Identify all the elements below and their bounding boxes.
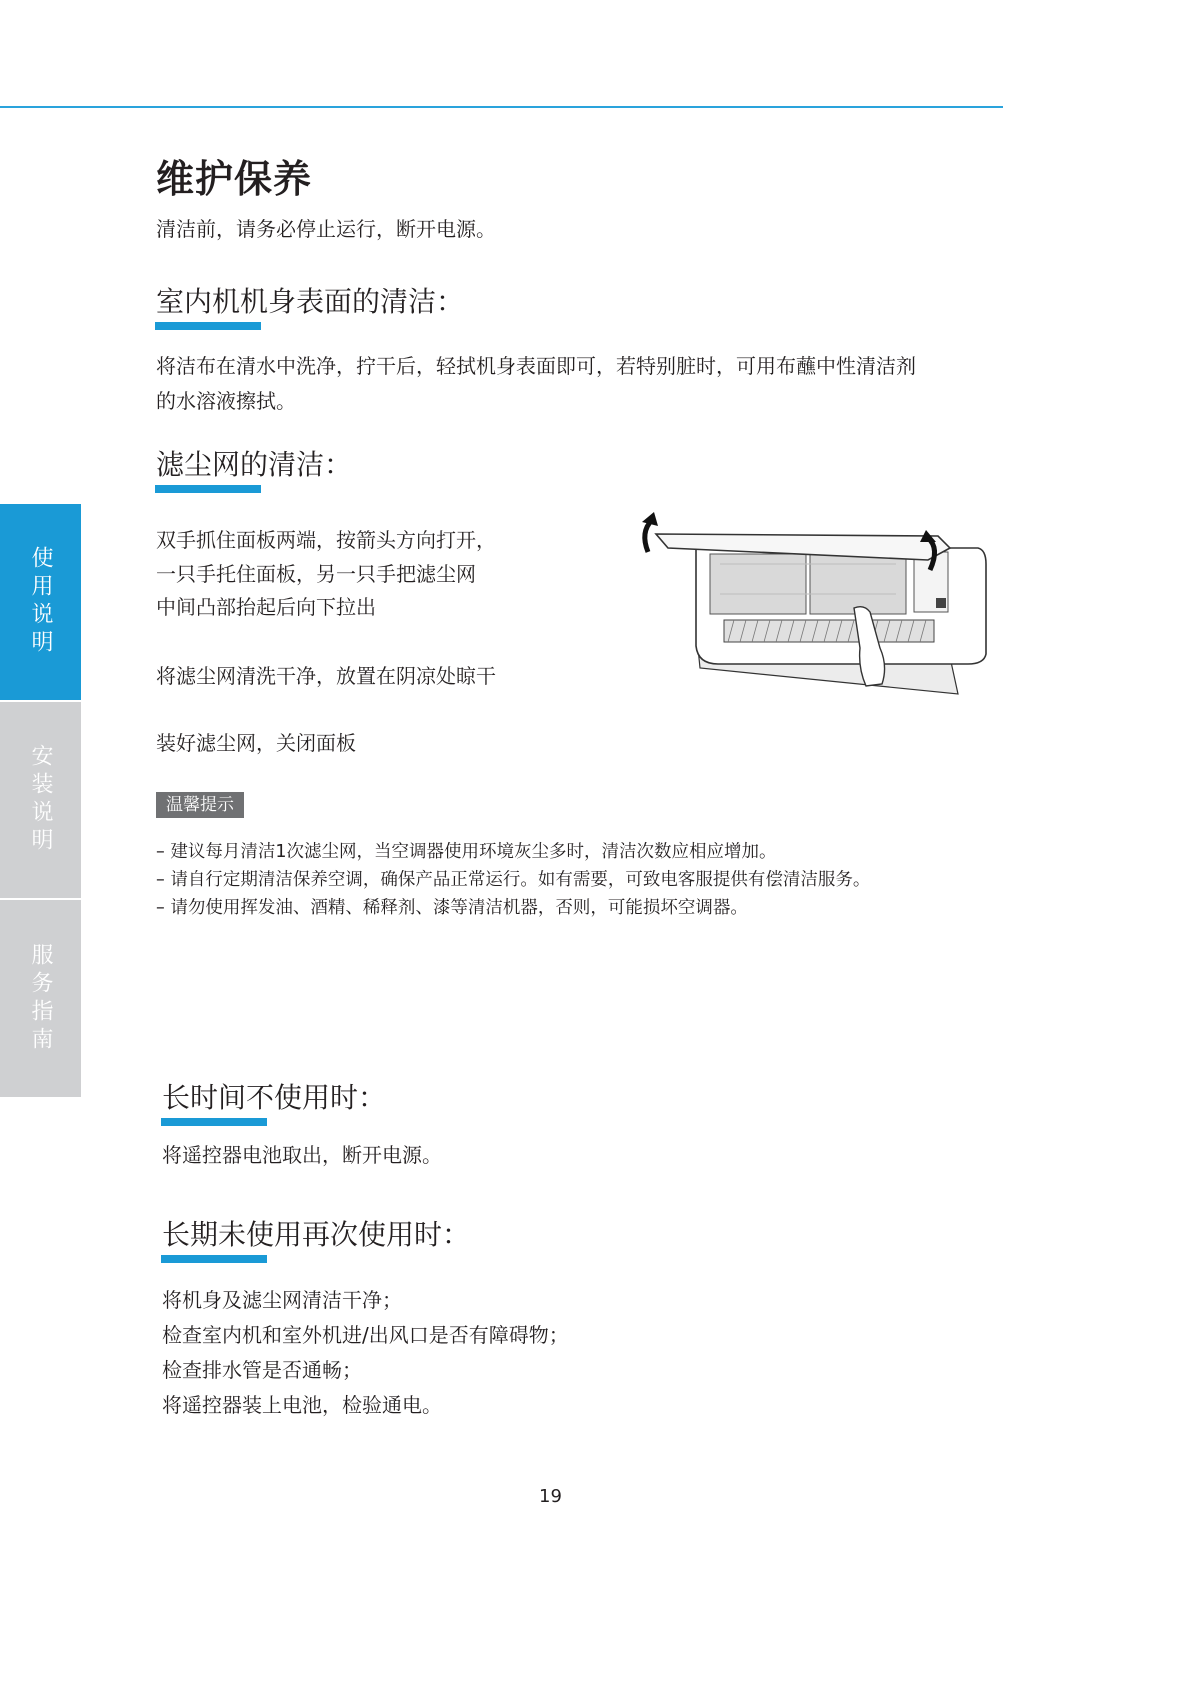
body-cleaning-text-line1: 将洁布在清水中洗净，拧干后，轻拭机身表面即可，若特别脏时，可用布蘸中性清洁剂 (156, 354, 916, 378)
tips-list (156, 838, 870, 922)
section-heading-filter-cleaning: 滤尘网的清洁： (156, 448, 353, 481)
reuse-line: 检查排水管是否通畅； (162, 1358, 362, 1382)
heading-underline (161, 1255, 267, 1263)
side-tab-installation-label: 安装说明 (28, 744, 53, 856)
reuse-line: 检查室内机和室外机进/出风口是否有障碍物； (162, 1323, 569, 1347)
filter-step3: 装好滤尘网，关闭面板 (156, 731, 356, 755)
long-unused-text: 将遥控器电池取出，断开电源。 (162, 1143, 442, 1167)
side-tab-usage-label: 使用说明 (28, 546, 53, 658)
side-tab-installation[interactable] (0, 702, 81, 898)
heading-underline (161, 1118, 267, 1126)
section-heading-reuse: 长期未使用再次使用时： (162, 1218, 471, 1251)
heading-underline (155, 485, 261, 493)
filter-step1-line2: 一只手托住面板，另一只手把滤尘网 (156, 562, 476, 586)
tips-badge: 温馨提示 (156, 792, 244, 818)
filter-step1-line1: 双手抓住面板两端，按箭头方向打开， (156, 528, 496, 552)
tip-item: – 建议每月清洁1次滤尘网，当空调器使用环境灰尘多时，清洁次数应相应增加。 (156, 838, 870, 866)
tip-item: – 请自行定期清洁保养空调，确保产品正常运行。如有需要，可致电客服提供有偿清洁服务。 (156, 866, 870, 894)
side-tab-service[interactable] (0, 900, 81, 1097)
filter-step1-line3: 中间凸部抬起后向下拉出 (156, 595, 376, 619)
side-tab-service-label: 服务指南 (28, 942, 53, 1055)
header-rule (0, 106, 1003, 108)
reuse-line: 将遥控器装上电池，检验通电。 (162, 1393, 442, 1417)
heading-underline (155, 322, 261, 330)
page-title: 维护保养 (156, 157, 313, 201)
tip-item: – 请勿使用挥发油、酒精、稀释剂、漆等清洁机器，否则，可能损坏空调器。 (156, 894, 870, 922)
side-tab-usage[interactable] (0, 504, 81, 700)
reuse-line: 将机身及滤尘网清洁干净； (162, 1288, 402, 1312)
section-heading-long-unused: 长时间不使用时： (162, 1081, 387, 1114)
filter-step2: 将滤尘网清洗干净，放置在阴凉处晾干 (156, 664, 496, 688)
ac-filter-removal-illustration (628, 508, 990, 700)
body-cleaning-text-line2: 的水溶液擦拭。 (156, 389, 296, 413)
section-heading-body-cleaning: 室内机机身表面的清洁： (156, 285, 465, 318)
page-number: 19 (539, 1486, 562, 1507)
intro-text: 清洁前，请务必停止运行，断开电源。 (156, 217, 496, 241)
